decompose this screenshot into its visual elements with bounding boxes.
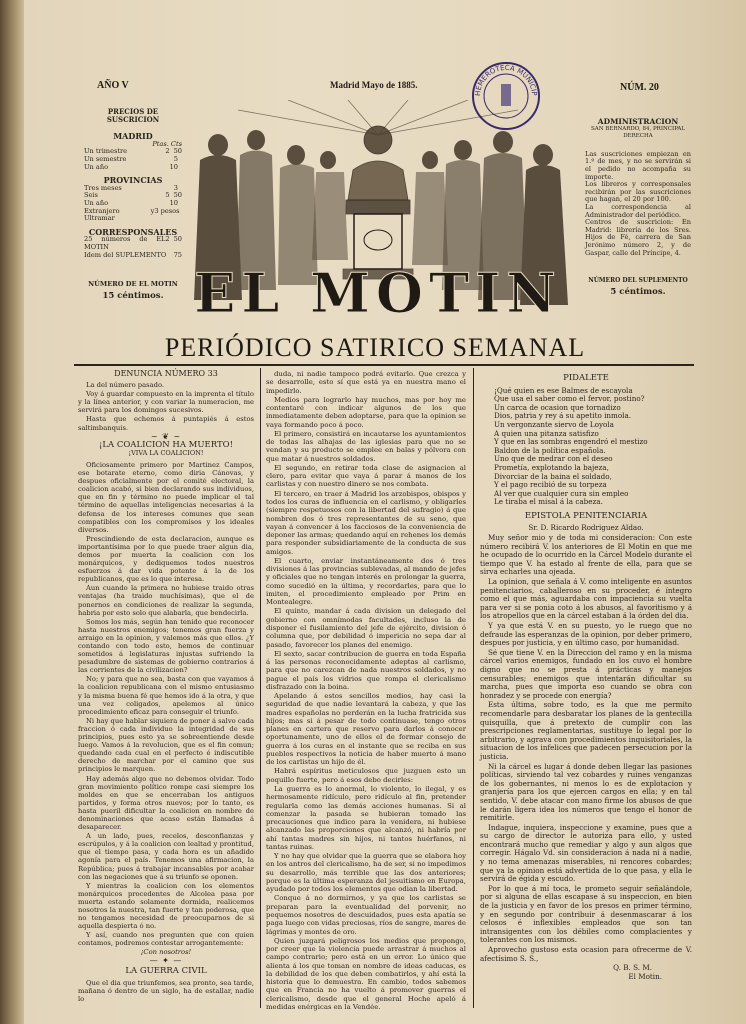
col1-section2-text: Que el dia que triunfemos, sea pronto, sea tarde, mañana ó dentro de un siglo, ha de estallar, nadie lo: [78, 978, 254, 1003]
madrid-rows: [84, 148, 182, 171]
paragraph: El primero, consistirá en incautarse los ayuntamientos de todas las alhajas de las iglesias para que no se vendan y su producto se emplee en balas y pólvora con que matar á nuestros soldados.: [266, 429, 466, 463]
col1-intro: [78, 381, 254, 432]
price-label: Seis: [84, 191, 98, 200]
admin-line: Centros de suscricion: En Madrid: librería de los Sres. Hijos de Fé, carrera de San Jerónimo número 2, y de Gaspar, calle del Príncipe, 4.: [585, 218, 691, 257]
paragraph: Medios para lograrlo hay muchos, mas por hoy me contentaré con indicar algunos de los que inmediatamente deben adoptarse, para que la opinion se vaya formando poco á poco.: [266, 395, 466, 429]
price-ptas: 10: [169, 198, 178, 207]
price-ptas: 5: [165, 191, 170, 200]
numero-label: NÚMERO DE EL MOTIN: [88, 280, 178, 289]
price-ptas: 2: [165, 147, 170, 156]
paragraph: Conque á no dormirnos, y ya que los carlistas se preparan para la eventualidad del porvenir, no pequemos nosotros de descuidados, pues esta apatía se paga luego con vidas preciosas, ríos de sangre, mares de lágrimas y montes de oro.: [266, 894, 466, 936]
paragraph: Y ya que está V. en su puesto, yo le ruego que no defraude las esperanzas de la opinion, por deber primero, despues por justicia, y en último caso, por humanidad.: [480, 621, 692, 648]
price-label: Un trimestre: [84, 147, 128, 156]
ornament-divider-2: — ✦ —: [149, 955, 183, 965]
poem-line: Y que en las sombras engendró el mestizo: [494, 437, 648, 447]
prices-heading: PRECIOS DE SUSCRICION: [106, 107, 160, 124]
price-label: Un año: [84, 198, 109, 207]
paragraph: Apelando á estos sencillos medios, hay casi la seguridad de que nadie levantará la cabeza, y que las madres españolas no perderán en la lucha fratricida sus hijos; mas si á pesar de todo continuase, tengo otros planes en cartera que reservo para darlos á conocer oportunamente, uno de ellos el de formar consejo de guerra á los curas en el instante que se reciba en sus pueblos respectivos la noticia de haber muerto á mano de los carlistas un hijo de él.: [266, 692, 466, 767]
paragraph: duda, ni nadie tampoco podrá evitarlo. Que crezca y se desarrolle, esto sí que está ya en nuestra mano el impedirlo.: [266, 370, 466, 395]
price-ptas: 3: [173, 183, 178, 192]
paragraph: El quinto, mandar á cada division un delegado del gobierno con omnímodas facultades, incluso la de disponer el fusilamiento del jefe de ejército, division ó columna que, por debilidad ó impericia no sepa dar al pasado, favorecer los planes del enemigo.: [266, 607, 466, 649]
poem-line: Que usa el saber como el fervor, postino?: [494, 394, 645, 404]
caricature-crowd-icon: [178, 100, 578, 325]
col1-section2-title: LA GUERRA CIVIL: [125, 965, 207, 976]
poem-line: Un vergonzante siervo de Loyola: [494, 419, 614, 429]
poem-line: Un carca de ocasion que tornadizo: [494, 402, 621, 412]
poem-line: ¡Qué quien es ese Balmes de escayola: [494, 385, 633, 395]
numero-price: 15 céntimos.: [102, 290, 164, 301]
paragraph: Y mientras la coalicion con los elementos monárquicos procedentes de Alcolea pasa por muerta estando solamente dormida, realicemos nosotros la nuestra, tan fuerte y tan poderosa, que no tengamos necesidad de preocuparnos de si aquella despierta ó no.: [78, 881, 254, 931]
col1-heading: DENUNCIA NÚMERO 33: [114, 369, 218, 378]
price-cts: 75: [173, 250, 182, 259]
paragraph: Ni la cárcel es lugar á donde deben llegar las pasiones políticas, sirviendo tal vez cobardes y ruines venganzas de los gobernantes, ni menos lo es de explotacion y granjería para los que ejercen cargos en ella; y en tal sentido, V. debe atacar con mano firme los abusos de que le darán ligera idea los números que tengo el honor de remitirle.: [480, 761, 692, 823]
price-row: [84, 208, 182, 223]
paragraph: El segundo, en retirar toda clase de asignacion al clero, para evitar que vaya á parar á manos de los carlistas y con nuestro dinero se nos combata.: [266, 463, 466, 489]
date-label: Madrid Mayo de 1885.: [330, 80, 418, 90]
svg-text:EL MOTIN: EL MOTIN: [194, 261, 562, 325]
corresponsales-label: CORRESPONSALES: [88, 226, 178, 237]
price-label: Extranjero y Ultramar: [84, 206, 155, 223]
col3-sign2: El Motin.: [628, 971, 662, 981]
paragraph: A un lado, pues, recelos, desconfianzas y escrúpulos, y á la coalicion con lealtad y prontitud, que el tiempo pasa, y cada hora es un añadido agonía para el país. Tenemos una afirmacion, la República; pues á trabajar incansables por acabar con las negaciones que á su triunfo se oponen.: [78, 832, 254, 881]
paragraph: Y así, cuando nos pregunten que con quien contamos, podremos contestar arrogantemente:: [78, 931, 254, 948]
svg-text:HEMEROTECA MUNICIPAL MADRID: HEMEROTECA MUNICIP: [473, 63, 539, 97]
poem-line: Baldon de la política española.: [494, 445, 606, 455]
currency-label: Ptas. Cts: [152, 139, 182, 148]
year-label: AÑO V: [97, 80, 129, 91]
issue-number: NÚM. 20: [620, 82, 659, 93]
admin-lines: [585, 151, 691, 257]
paragraph: Somos los más, según han tenido que reconocer hasta nuestros enemigos; tenemos gran fuerza y arraigo en la opinion, y valemos más que ellos. ¿Y contando con todo esto, hemos de continuar sometidos á legislaturas injustas sufriendo la pesadumbre de sistemas de gobierno contrarios á las corrientes de la civilizacion?: [78, 617, 254, 675]
paragraph: Hasta que echemos á puntapiés á estos saltimbanquis.: [78, 415, 254, 432]
poem-line: Uno que de medrar con el deseo: [494, 454, 613, 464]
price-row: [84, 236, 182, 251]
paragraph: Por lo que á mí toca, le prometo seguir señalándole, por si alguna de ellas escapase á su inspeccion, en bien de la justicia y en favor de los presos en primer término, y en segundo por contribuir á desenmascarar á los celosos é inflexibles empleados que son tan intransigentes con los débiles como complacientes y tolerantes con los mismos.: [480, 883, 692, 945]
price-ptas: 5: [173, 154, 178, 163]
prices-box: [84, 108, 182, 300]
provincias-rows: [84, 185, 182, 223]
price-ptas: 3 pesos: [154, 206, 180, 215]
column-divider-1: [260, 368, 261, 1008]
paragraph: Indague, inquiera, inspeccione y examine, pues que a su cargo de director le autoriza para ello, y usted encontrará mucho que remediar y algo y aun algos que corregir. Hágalo Vd. sin consideracion á nada ni á nadie, y no tema amenazas miserables, ni rencores cobardes; que ya la opinion está advertida de lo que pasa, y ella le servirá de égida y escudo.: [480, 822, 692, 884]
col1-section-sub: ¡VIVA LA COALICION!: [128, 448, 204, 457]
column-divider-2: [473, 368, 474, 1008]
paragraph: Esta última, sobre todo, es la que me permito recomendarle para desbaratar los planes de la gentecilla quisquilla, que á pretexto de cumplir con las prescripciones reglamentarias, sustituye lo legal por lo arbitrario, y agrava con procedimientos inquisitoriales, la situacion de los infelices que padecen persecucion por la justicia.: [480, 700, 692, 761]
price-row: [84, 164, 182, 172]
price-label: 25 números de EL MOTIN: [84, 235, 166, 251]
price-cts: 50: [173, 147, 182, 156]
paragraph: No; y para que no sea, basta con que vayamos á la coalicion republicana con el mismo entusiasmo y la misma buena fé que hemos ido á la otra, y que una vez coligados, apelemos al único procedimiento eficaz para conseguir el triunfo.: [78, 675, 254, 716]
admin-line: La correspondencia al Administrador del periódico.: [585, 202, 691, 219]
price-cts: 50: [173, 235, 182, 244]
price-row: [84, 252, 182, 260]
paragraph: El sexto, sacar contribucion de guerra en toda España á las personas reconocidamente adeptas al carlismo, para que no carezcan de nada nuestros soldados, y no pague el país los vidrios que rompa el clericalismo disfrazado con la boina.: [266, 649, 466, 691]
paragraph: Sé que tiene V. en la Direccion del ramo y en la misma cárcel varios enemigos, fundado en los cuvo el hombre digno que no se presta á prácticas y manejos censurables; enemigos que intentarán dificultar su marcha, pues que importa eso cuando se obra con honradez y se procede con energía?: [480, 647, 692, 700]
col3-poem: [480, 387, 692, 507]
madrid-label: MADRID: [113, 131, 153, 142]
corresponsales-rows: [84, 236, 182, 259]
price-label: Idem del SUPLEMENTO: [84, 250, 167, 259]
price-ptas: 10: [169, 162, 178, 171]
poem-line: Al ver que cualquier cura sin empleo: [494, 488, 629, 498]
col1-paragraphs: [78, 461, 254, 948]
header-rule: [74, 364, 694, 366]
paragraph: El tercero, en traer á Madrid los arzobispos, obispos y todos los curas de influencia en el carlismo, y obligarles (siempre respetuosos con la libertad del sufragio) á que nombren dos ó tres representantes de su seno, que vayan á convencer á los facciosos de la conveniencia de deponer las armas; quedando aquí en rehenes los demás para responder subsidiariamente de la conducta de sus amigos.: [266, 489, 466, 556]
col3-salutation: Sr. D. Ricardo Rodriguez Aldao.: [528, 522, 644, 532]
paragraph: Aun cuando la primera no hubiese traido otras ventajas (ha traido muchísimas), que el de ponernos en condiciones de realizar la segunda, habria por esto solo que alabarla, que bendecirla.: [78, 584, 254, 617]
paragraph: Voy á guardar compuesto en la imprenta el título y la línea anterior, y con variar la numeracion, me servirá para los domingos sucesivos.: [78, 390, 254, 415]
admin-heading: ADMINISTRACION: [597, 117, 679, 126]
paragraph: Prescindiendo de esta declaracion, aunque es importantísima por lo que puede traer algun dia, demos por muerta la coalicion con los monárquicos, y dediquemos todos nuestros esfuerzos á dar vida potente á la de los republicanos, que es lo que interesa.: [78, 534, 254, 584]
paragraph: La del número pasado.: [86, 381, 165, 390]
column-2: [266, 370, 466, 1012]
newspaper-subtitle: PERIÓDICO SATIRICO SEMANAL: [164, 333, 586, 362]
admin-box: [585, 118, 691, 296]
paragraph: La guerra es lo anormal, lo violento, lo ilegal, y es hermosamente ridículo, pero ridículo al fin, pretender regularla como las demás acciones humanas. Si al comenzar la pasada se hubieran tomado las precauciones que indico para la venidera, ni hubiese alcanzado las proporciones que alcanzó, ni habría por ahí tantas madres sin hijos, ni tantos huérfanos, ni tantas ruinas.: [266, 785, 466, 851]
col3-heading: PIDALETE: [563, 373, 609, 383]
paragraph: La opinion, que señala á V. como inteligente en asuntos penitenciarios, caballeroso en su proceder, é íntegro como el que más, aguardaba con impaciencia su vuelta para ver si se ponia coto á los abusos, al favoritismo y á los atropellos que en la cárcel estaban á la órden del dia.: [480, 577, 692, 621]
poem-line: Prometía, explotando la bajeza,: [494, 462, 609, 472]
column-1: [78, 370, 254, 1004]
paragraph: Habrá espíritus meticulosos que juzguen esto un poquillo fuerte, pero á esos debo decirles:: [266, 767, 466, 784]
poem-line: Dios, patria y rey á su apetito inmola.: [494, 411, 632, 421]
price-cts: 50: [173, 191, 182, 200]
suplemento-label: NÚMERO DEL SUPLEMENTO: [588, 277, 688, 285]
binding-spine: [0, 0, 24, 1024]
col3-sign1: Q. B. S. M.: [613, 963, 652, 973]
paragraph: Hay además algo que no debemos olvidar. Todo gran movimiento político rompe casi siempre los moldes en que se encerraban los antiguos partidos, y forma otros nuevos; por lo tanto, es hasta pueril dificultar la coalicion en nombre de denominaciones que acaso están llamadas á desaparecer.: [78, 774, 254, 832]
suplemento-price: 5 céntimos.: [610, 286, 666, 297]
price-ptas: 2: [165, 235, 170, 244]
admin-line: Los libreros y corresponsales recibirán por las suscriciones que hagan, el 20 por 100.: [585, 180, 691, 204]
paragraph: Oficiosamente primero por Martinez Campos, ese botarate eterno, como diria Cánovas, y despues oficialmente por el comité electoral, la coalicion acabó, si bien declarando sus individuos, que en fin y término no puede implicar el tal término de aquellas inteligencias necesarias á la defensa de los intereses comunes que sean compatibles con los compromisos y los ideales diversos.: [78, 460, 254, 534]
col1-closing: ¡Con nosotros!: [140, 948, 192, 957]
poem-line: Le tiraba el misal á la cabeza.: [494, 497, 603, 507]
col3-heading2: EPISTOLA PENITENCIARIA: [524, 510, 648, 521]
admin-line: Las suscriciones empiezan en 1.º de mes, y no se servirán si el pedido no acompaña su importe.: [585, 149, 691, 181]
poem-line: Y el pago recibió de su torpeza: [494, 480, 607, 490]
price-label: Un semestre: [84, 154, 127, 163]
paragraph: El cuarto, enviar instantáneamente dos ó tres divisiones á las provincias sublevadas, al mando de jefes y oficiales que no tengan interés en prolongar la guerra, como sucedió en la última, y recordarles, para que lo imiten, el procedimiento empleado por Prim en Montealegre.: [266, 556, 466, 607]
price-label: Tres meses: [84, 183, 122, 192]
paragraph: Y no hay que olvidar que la guerra que se elabora hoy en los antros del clericalismo, ha de ser, si no impedimos su desarrollo, más terrible que las dos anteriores; porque es la última esperanza del jesuitismo en Europa, ayudado por todos los elementos que odian la libertad.: [266, 852, 466, 894]
paragraph: Quien juzgará peligrosos los medios que propongo, por creer que la violencia puede arrastrar á muchos al campo contrario; pero está en un error. Lo único que alienta á los que toman en nombre de ideas caducas, es la debilidad de los que deben combatirlos, y ahí está la historia que lo demuestra. En cambio, todos sabemos que en Francia no ha vuelto á promover guerras el clericalismo, desde que el general Hoche apeló á medidas enérgicas en la Vendée.: [266, 936, 466, 1011]
price-label: Un año: [84, 162, 109, 171]
paragraph: Muy señor mio y de toda mi consideracion: Con este número recibirá V. los anteriores de El Motin en que me he ocupado de lo ocurrido en la Cárcel Modelo durante el tiempo que V. ha estado al frente de ella, para que se sirva echarles una ojeada.: [480, 533, 692, 577]
paragraph: Ni hay que hablar siquiera de poner á salvo cada fraccion ó cada individuo la integridad de sus principios, pues esto ya se sobreentiende desde luego. Vamos á la revolucion, que es el fin comun; quedando cada cual en el perfecto é indiscutible derecho de marchar por el camino que sus principios le marquen.: [78, 716, 254, 774]
poem-line: Divorciar de la baina el soldado,: [494, 471, 612, 481]
col2-paragraphs: [266, 370, 466, 1011]
masthead-illustration: [178, 100, 578, 325]
poem-line: A quien una pitanza satisfizo: [494, 428, 599, 438]
col1-section-title: ¡LA COALICION HA MUERTO!: [98, 439, 234, 450]
column-3: [480, 374, 692, 981]
col3-paragraphs: [480, 534, 692, 963]
provincias-label: PROVINCIAS: [103, 175, 163, 186]
admin-address: SAN BERNARDO, 84, PRINCIPAL DERECHA: [590, 125, 686, 140]
ornament-divider: ~ ❦ ~: [150, 431, 182, 441]
paragraph: Aprovecho gustoso esta ocasion para ofrecerme de V. afectísimo S. S.,: [480, 945, 692, 963]
